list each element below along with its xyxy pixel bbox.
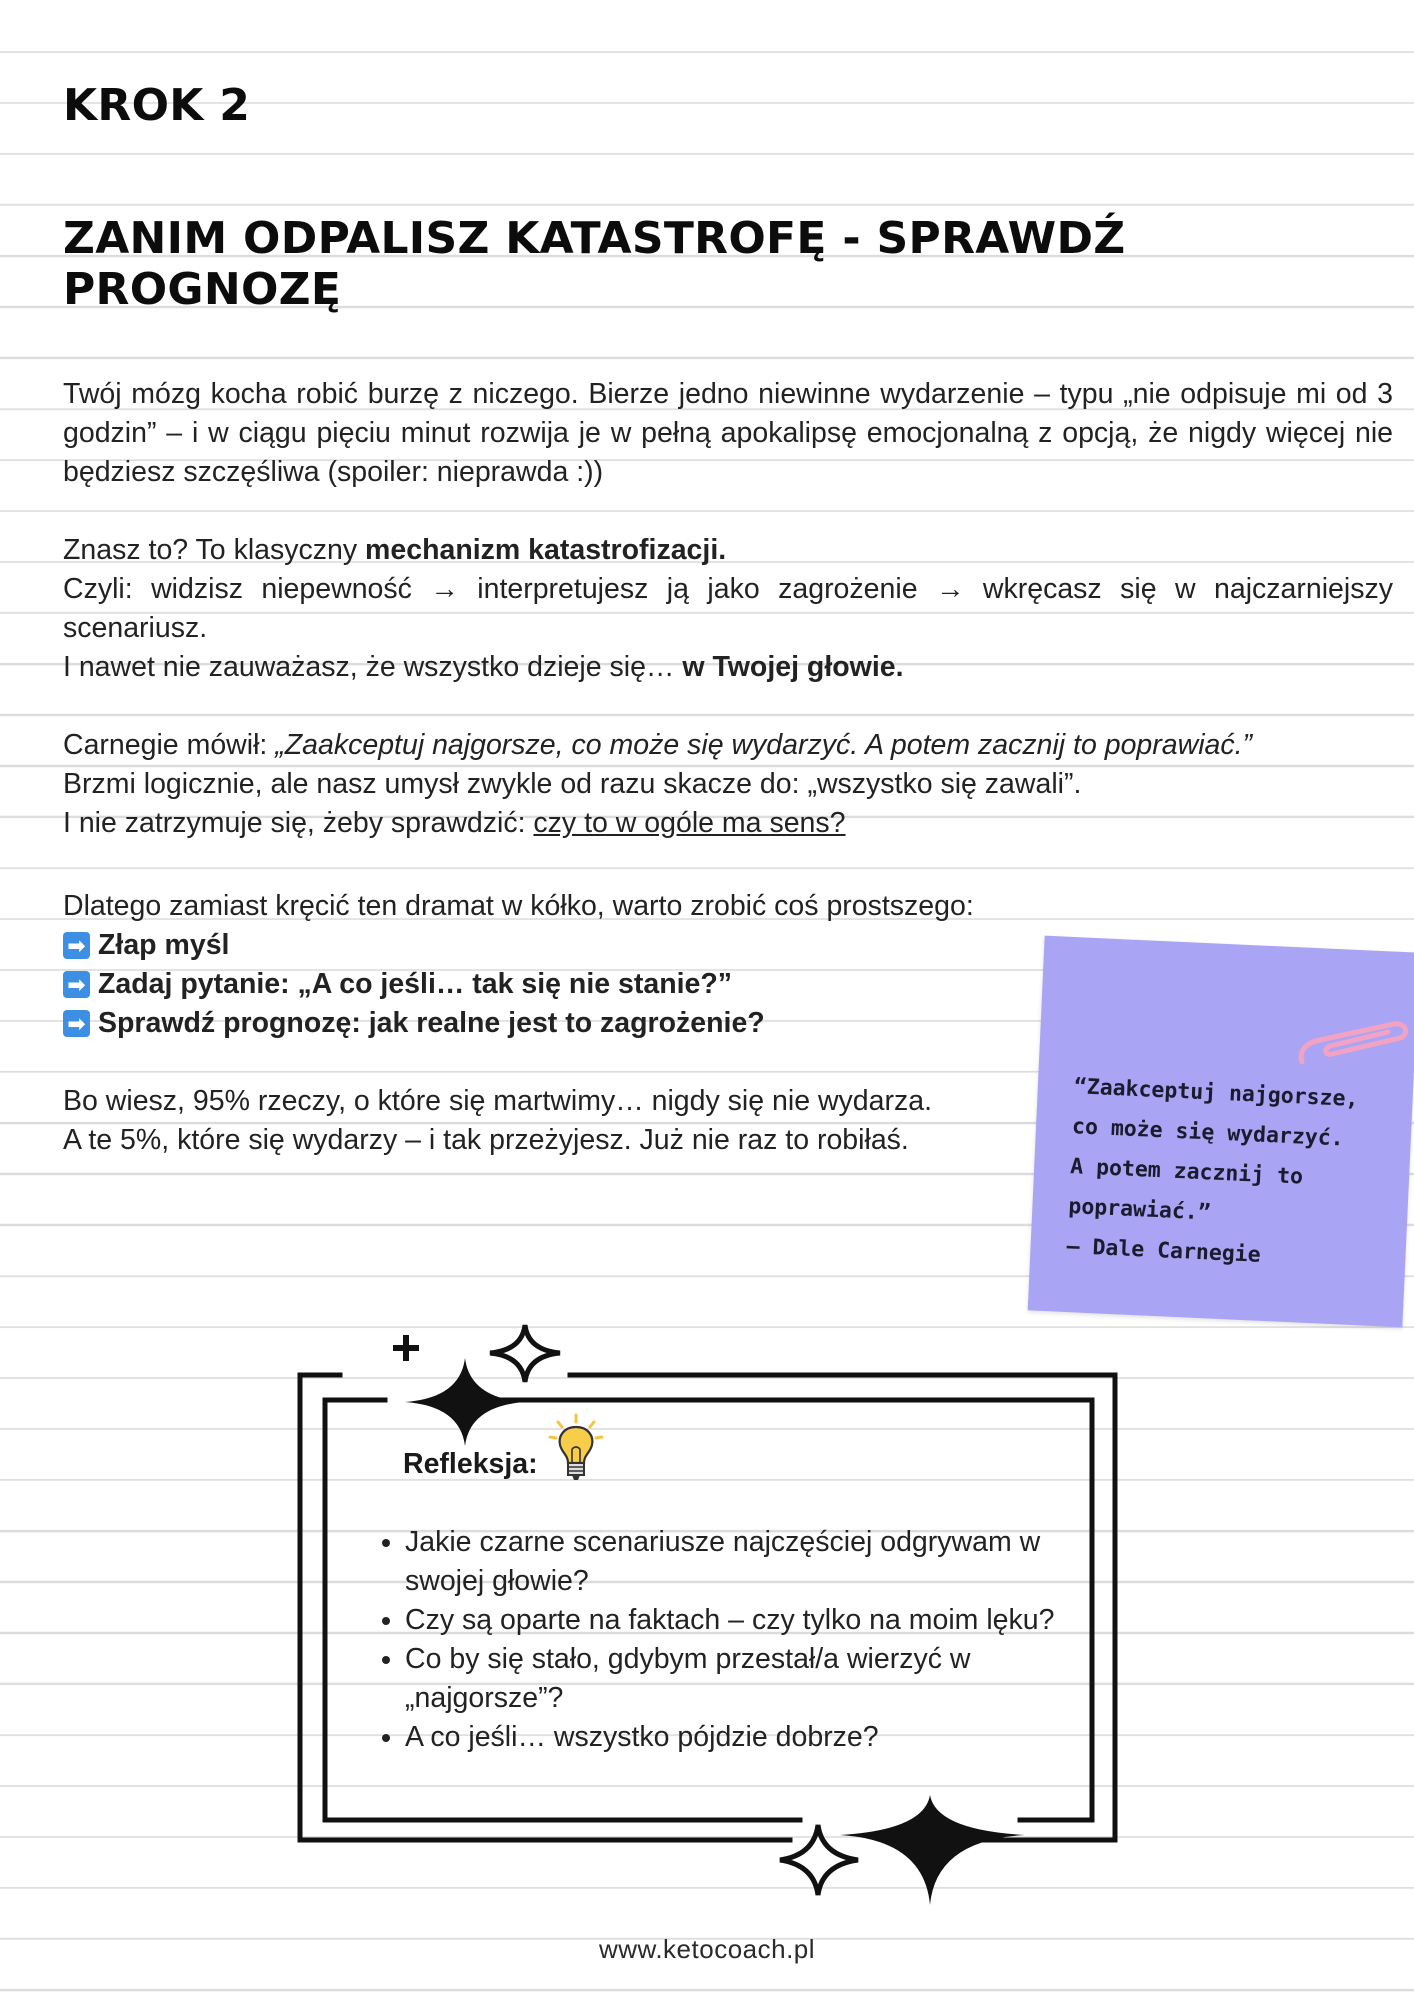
carnegie-line3-underlined: czy to w ogóle ma sens?	[533, 807, 846, 839]
sticky-note-line: co może się wydarzyć.	[1071, 1114, 1345, 1152]
step-heading: KROK 2	[63, 80, 251, 131]
reflection-list	[365, 1523, 1105, 1757]
mechanism-note-text: I nawet nie zauważasz, że wszystko dzieje się…	[63, 651, 683, 683]
mechanism-paragraph	[63, 531, 1393, 687]
mechanism-lead-bold: mechanizm katastrofizacji.	[365, 534, 727, 566]
carnegie-paragraph	[63, 726, 1393, 843]
sticky-note-line: “Zaakceptuj najgorsze,	[1073, 1074, 1359, 1113]
sticky-note-line: – Dale Carnegie	[1066, 1234, 1262, 1268]
reflection-title: Refleksja:	[403, 1448, 538, 1480]
sticky-note	[1028, 936, 1414, 1328]
mechanism-lead	[63, 531, 1393, 570]
sparkle-icon	[780, 1825, 858, 1895]
arrow-right-icon: ➡	[63, 1010, 90, 1037]
reflection-item: • Jakie czarne scenariusze najczęściej odgrywam w swojej głowie?	[405, 1523, 1105, 1601]
carnegie-lead: Carnegie mówił:	[63, 729, 276, 761]
mechanism-note-bold: w Twojej głowie.	[682, 651, 904, 683]
footer-url: www.ketocoach.pl	[598, 1934, 816, 1964]
paperclip-icon	[1298, 1010, 1414, 1086]
action-item-text: Zadaj pytanie: „A co jeśli… tak się nie stanie?”	[98, 968, 733, 1000]
lightbulb-icon	[548, 1413, 604, 1483]
carnegie-line3	[63, 804, 1393, 843]
carnegie-line2: Brzmi logicznie, ale nasz umysł zwykle od razu skacze do: „wszystko się zawali”.	[63, 768, 1082, 800]
sparkle-icon	[490, 1325, 560, 1382]
sticky-note-quote	[1066, 1067, 1395, 1281]
intro-paragraph	[63, 375, 1393, 492]
reflection-item: • Co by się stało, gdybym przestał/a wierzyć w „najgorsze”?	[405, 1640, 1105, 1718]
reflection-item: • A co jeśli… wszystko pójdzie dobrze?	[405, 1718, 1105, 1757]
mechanism-steps: Czyli: widzisz niepewność → interpretujesz ją jako zagrożenie → wkręcasz się w najczarniejszy scenariusz.	[63, 573, 1393, 644]
sparkle-icon	[405, 1358, 525, 1446]
action-lead: Dlatego zamiast kręcić ten dramat w kółko, warto zrobić coś prostszego:	[63, 890, 974, 922]
carnegie-quote: „Zaakceptuj najgorsze, co może się wydarzyć. A potem zacznij to poprawiać.”	[275, 729, 1253, 761]
sparkle-icon	[840, 1795, 1025, 1905]
sticky-note-line: A potem zacznij to	[1069, 1154, 1304, 1190]
mechanism-note	[63, 648, 1393, 687]
arrow-right-icon: ➡	[63, 932, 90, 959]
closing-line1: Bo wiesz, 95% rzeczy, o które się martwimy… nigdy się nie wydarza.	[63, 1085, 933, 1117]
intro-text: Twój mózg kocha robić burzę z niczego. Bierze jedno niewinne wydarzenie – typu „nie odpisuje mi od 3 godzin” – i w ciągu pięciu minut rozwija je w pełną apokalipsę emocjonalną z opcją, że nigdy więcej nie będziesz szczęśliwa (spoiler: nieprawda :))	[63, 378, 1393, 488]
arrow-right-icon: ➡	[63, 971, 90, 998]
carnegie-quote-line	[63, 726, 1393, 765]
reflection-item: • Czy są oparte na faktach – czy tylko na moim lęku?	[405, 1601, 1105, 1640]
page-title: ZANIM ODPALISZ KATASTROFĘ - SPRAWDŹ PROGNOZĘ	[63, 213, 1126, 315]
sticky-note-line: poprawiać.”	[1067, 1194, 1212, 1226]
closing-line2: A te 5%, które się wydarzy – i tak przeżyjesz. Już nie raz to robiłaś.	[63, 1124, 909, 1156]
action-item-text: Sprawdź prognozę: jak realne jest to zagrożenie?	[98, 1007, 765, 1039]
mechanism-lead-text: Znasz to? To klasyczny	[63, 534, 366, 566]
carnegie-line3-lead: I nie zatrzymuje się, żeby sprawdzić:	[63, 807, 534, 839]
action-item-text: Złap myśl	[98, 929, 230, 961]
